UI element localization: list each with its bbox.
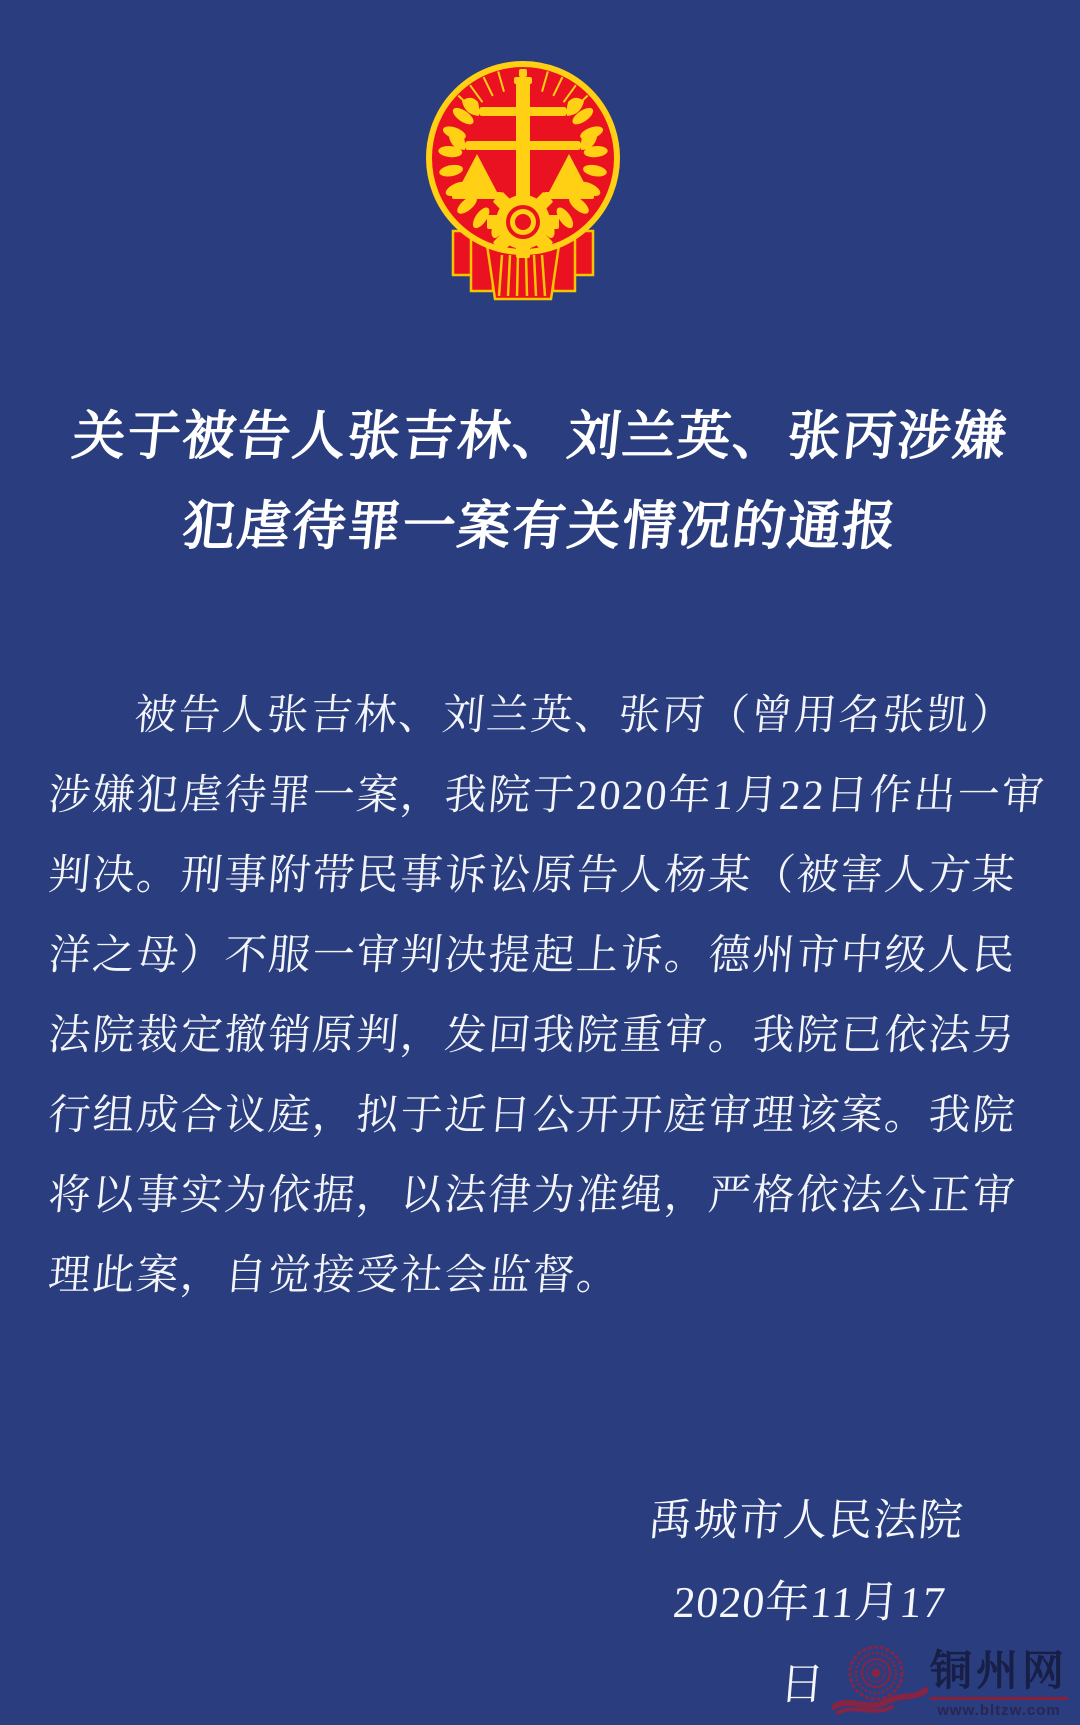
body-line: 洋之母）不服一审判决提起上诉。德州市中级人民 — [46, 933, 1019, 979]
court-emblem-icon — [423, 55, 623, 305]
body-line: 法院裁定撤销原判，发回我院重审。我院已依法另 — [46, 1013, 1019, 1059]
signature-court: 禹城市人民法院 — [646, 1496, 966, 1545]
site-url: www.bltzw.com — [930, 1697, 1068, 1719]
body-line: 将以事实为依据，以法律为准绳，严格依法公正审 — [46, 1173, 1019, 1219]
notice-title-line1: 关于被告人张吉林、刘兰英、张丙涉嫌 — [69, 408, 1011, 466]
body-line: 涉嫌犯虐待罪一案，我院于2020年1月22日作出一审 — [46, 773, 1048, 819]
signature-date: 2020年11月17日 — [671, 1578, 948, 1709]
body-line: 行组成合议庭，拟于近日公开开庭审理该案。我院 — [46, 1093, 1019, 1139]
site-seal-icon — [832, 1643, 928, 1719]
site-name: 铜州网 — [929, 1649, 1068, 1695]
body-line: 理此案，自觉接受社会监督。 — [46, 1253, 623, 1299]
site-watermark — [832, 1643, 1068, 1719]
notice-title — [0, 392, 1080, 572]
body-line: 被告人张吉林、刘兰英、张丙（曾用名张凯） — [132, 693, 1017, 739]
notice-title-line2: 犯虐待罪一案有关情况的通报 — [179, 498, 901, 556]
body-line: 判决。刑事附带民事诉讼原告人杨某（被害人方某 — [46, 853, 1019, 899]
notice-body — [45, 676, 1048, 1316]
